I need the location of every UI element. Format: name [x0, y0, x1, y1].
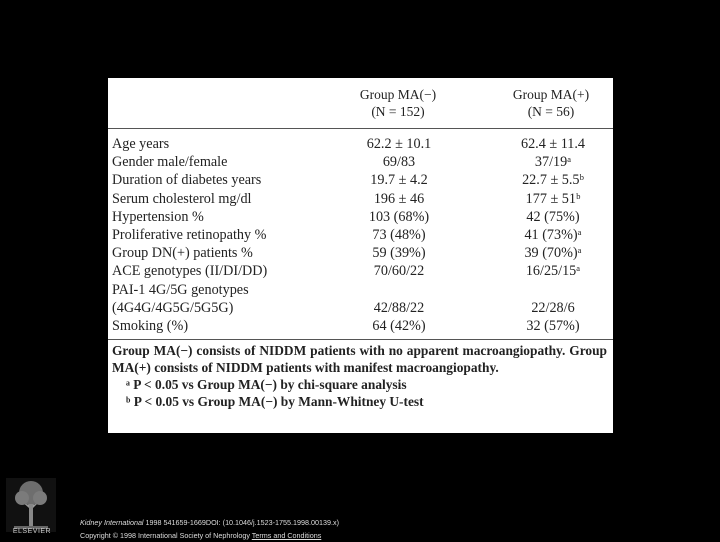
citation-line-1 — [80, 516, 339, 529]
table-note: Group MA(−) consists of NIDDM patients with no apparent macroangiopathy. Group MA(+) consists of NIDDM patients with manifest macroangiopathy. — [112, 343, 607, 375]
row-label: Group DN(+) patients % — [112, 245, 253, 262]
cell-ma-negative: 62.2 ± 10.1 — [366, 136, 432, 152]
cell-ma-negative: 196 ± 46 — [373, 190, 425, 207]
cell-ma-negative: 19.7 ± 4.2 — [370, 172, 428, 189]
column-title: Group MA(+) — [512, 87, 590, 102]
table-row — [112, 208, 609, 226]
column-title: Group MA(−) — [359, 87, 437, 102]
table-row — [112, 281, 609, 317]
table-row — [112, 317, 609, 335]
cell-ma-positive: 177 ± 51ᵇ — [525, 190, 581, 207]
cell-ma-positive: 22/28/6 — [531, 299, 575, 316]
row-label: PAI-1 4G/5G genotypes — [112, 281, 249, 298]
copyright-text: Copyright © 1998 International Society of Nephrology — [80, 531, 252, 540]
cell-ma-negative: 103 (68%) — [368, 208, 430, 225]
citation-line-2 — [80, 529, 339, 542]
elsevier-tree-icon — [6, 478, 56, 532]
cell-ma-negative: 70/60/22 — [373, 263, 425, 280]
cell-ma-negative: 69/83 — [382, 154, 416, 171]
row-label: Duration of diabetes years — [112, 172, 262, 189]
row-label: Age years — [112, 136, 170, 152]
footnote-b: ᵇ P < 0.05 vs Group MA(−) by Mann-Whitney U-test — [126, 394, 424, 409]
cell-ma-negative: 73 (48%) — [372, 226, 426, 243]
table-body — [112, 135, 609, 335]
table-footnotes — [112, 342, 607, 410]
cell-ma-positive: 39 (70%)ᵃ — [524, 245, 582, 262]
row-label: Serum cholesterol mg/dl — [112, 190, 252, 207]
column-n: (N = 56) — [527, 104, 575, 119]
cell-ma-positive: 62.4 ± 11.4 — [520, 136, 585, 152]
table-row — [112, 226, 609, 244]
column-n: (N = 152) — [371, 104, 425, 119]
table-header — [108, 86, 613, 126]
row-label-continued: (4G4G/4G5G/5G5G) — [112, 299, 234, 316]
footer-rule — [108, 339, 613, 340]
cell-ma-positive: 37/19ᵃ — [534, 154, 572, 171]
cell-ma-positive: 32 (57%) — [526, 317, 580, 334]
table-row — [112, 135, 609, 153]
cell-ma-negative: 64 (42%) — [372, 317, 426, 334]
cell-ma-negative: 42/88/22 — [373, 299, 425, 316]
row-label: Hypertension % — [112, 208, 204, 225]
column-header-ma-positive — [492, 86, 610, 120]
publisher-logo-text: ELSEVIER — [12, 528, 52, 535]
journal-name: Kidney International — [80, 518, 144, 527]
cell-ma-positive: 16/25/15ᵃ — [525, 263, 581, 280]
cell-ma-positive: 22.7 ± 5.5ᵇ — [522, 172, 584, 189]
row-label: ACE genotypes (II/DI/DD) — [112, 263, 268, 280]
header-rule — [108, 128, 613, 129]
column-header-ma-negative — [332, 86, 464, 120]
cell-ma-positive: 41 (73%)ᵃ — [524, 226, 582, 243]
row-label: Proliferative retinopathy % — [112, 226, 267, 243]
citation — [80, 516, 339, 542]
cell-ma-positive: 42 (75%) — [526, 208, 580, 225]
table-row — [112, 171, 609, 189]
table-row — [112, 244, 609, 262]
data-table — [108, 78, 613, 433]
citation-ref: 1998 541659-1669DOI: (10.1046/j.1523-1755.1998.00139.x) — [143, 518, 339, 527]
table-row — [112, 190, 609, 208]
row-label: Gender male/female — [112, 154, 228, 171]
table-row — [112, 153, 609, 171]
footnote-a: ᵃ P < 0.05 vs Group MA(−) by chi-square analysis — [126, 377, 407, 392]
row-label: Smoking (%) — [112, 317, 189, 334]
terms-link[interactable]: Terms and Conditions — [251, 531, 322, 540]
table-row — [112, 262, 609, 280]
cell-ma-negative: 59 (39%) — [372, 245, 426, 262]
